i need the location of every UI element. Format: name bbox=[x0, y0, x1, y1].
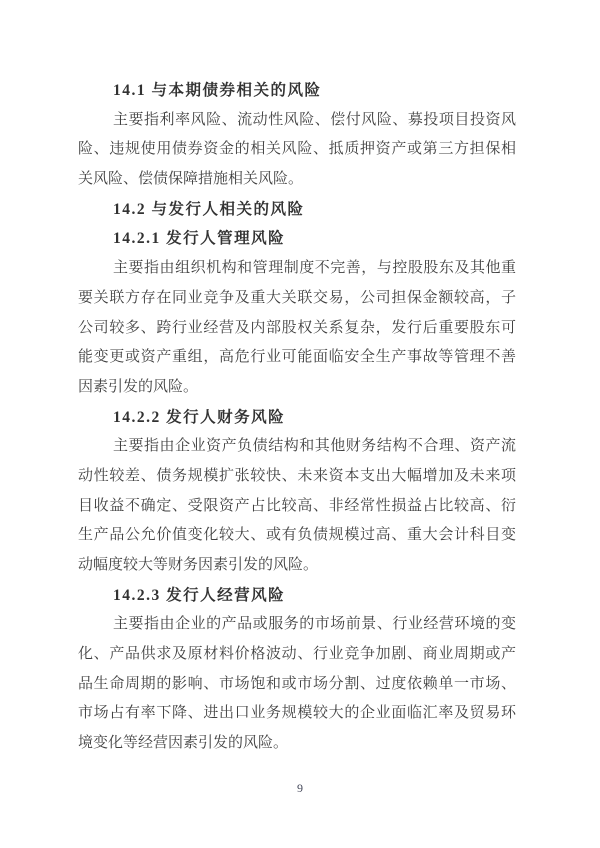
section-heading-14-1: 14.1 与本期债券相关的风险 bbox=[113, 82, 322, 99]
para-14-2-2-line-2: 动性较差、债务规模扩张较快、未来资本支出大幅增加及未来项 bbox=[78, 467, 516, 484]
para-14-2-2-line-3: 目收益不确定、受限资产占比较高、非经常性损益占比较高、衍 bbox=[78, 497, 516, 514]
para-14-2-1-line-1: 主要指由组织机构和管理制度不完善，与控股股东及其他重 bbox=[113, 260, 516, 277]
para-14-2-2-line-1: 主要指由企业资产负债结构和其他财务结构不合理、资产流 bbox=[113, 438, 516, 455]
para-14-2-2-line-5: 动幅度较大等财务因素引发的风险。 bbox=[78, 557, 319, 573]
section-heading-14-2-2: 14.2.2 发行人财务风险 bbox=[113, 408, 286, 426]
para-14-2-3-line-2: 化、产品供求及原材料价格波动、行业竞争加剧、商业周期或产 bbox=[78, 646, 516, 663]
para-14-2-3-line-4: 市场占有率下降、进出口业务规模较大的企业面临汇率及贸易环 bbox=[78, 705, 516, 722]
para-14-1-line-3: 关风险、偿债保障措施相关风险。 bbox=[78, 171, 304, 188]
section-heading-14-2: 14.2 与发行人相关的风险 bbox=[113, 200, 305, 218]
para-14-2-1-line-5: 因素引发的风险。 bbox=[78, 378, 199, 395]
para-14-2-1-line-3: 公司较多、跨行业经营及内部股权关系复杂，发行后重要股东可 bbox=[78, 319, 516, 336]
para-14-2-1-line-2: 要关联方存在同业竞争及重大关联交易，公司担保金额较高，子 bbox=[78, 289, 516, 306]
section-heading-14-2-1: 14.2.1 发行人管理风险 bbox=[113, 230, 286, 248]
para-14-2-3-line-3: 品生命周期的影响、市场饱和或市场分割、过度依赖单一市场、 bbox=[78, 675, 516, 692]
para-14-2-3-line-5: 境变化等经营因素引发的风险。 bbox=[78, 735, 289, 752]
para-14-2-3-line-1: 主要指由企业的产品或服务的市场前景、行业经营环境的变 bbox=[113, 616, 516, 633]
para-14-2-2-line-4: 生产品公允价值变化较大、或有负债规模过高、重大会计科目变 bbox=[78, 527, 516, 544]
para-14-1-line-1: 主要指利率风险、流动性风险、偿付风险、募投项目投资风 bbox=[113, 111, 516, 128]
section-heading-14-2-3: 14.2.3 发行人经营风险 bbox=[113, 586, 286, 604]
para-14-2-1-line-4: 能变更或资产重组，高危行业可能面临安全生产事故等管理不善 bbox=[78, 349, 516, 366]
page-number: 9 bbox=[297, 781, 303, 795]
document-body bbox=[78, 76, 516, 759]
para-14-1-line-2: 险、违规使用债券资金的相关风险、抵质押资产或第三方担保相 bbox=[78, 141, 516, 158]
